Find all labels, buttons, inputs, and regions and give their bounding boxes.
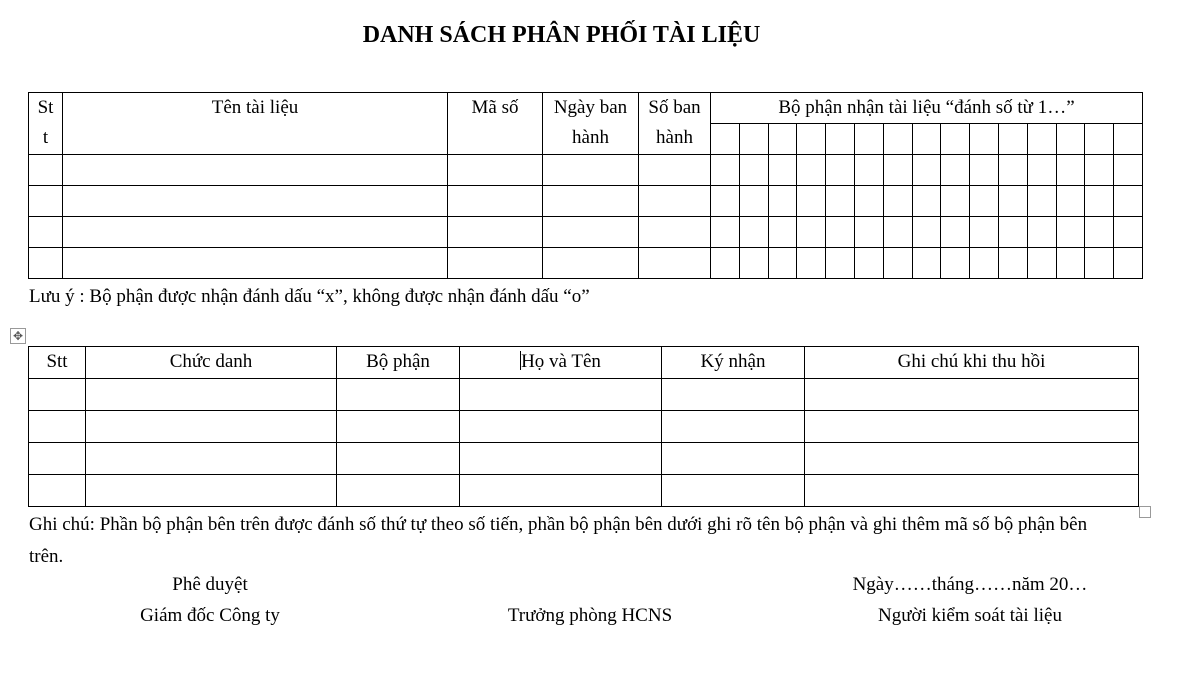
table-cell[interactable] [1027, 186, 1056, 217]
department-number-cell[interactable] [941, 124, 970, 155]
table-cell[interactable] [29, 443, 86, 475]
table-cell[interactable] [941, 248, 970, 279]
col-header-stt: Stt [29, 347, 86, 379]
department-number-cell[interactable] [1056, 124, 1085, 155]
note-text: Lưu ý : Bộ phận được nhận đánh dấu “x”, không được nhận đánh dấu “o” [29, 286, 590, 307]
table-cell[interactable] [805, 379, 1139, 411]
table-cell[interactable] [805, 475, 1139, 507]
table-cell[interactable] [998, 155, 1027, 186]
department-number-cell[interactable] [912, 124, 941, 155]
hr-head-title: Trưởng phòng HCNS [507, 605, 673, 626]
col-header-issue-number: Số ban hành [639, 93, 711, 155]
table-cell[interactable] [1085, 217, 1114, 248]
table-cell[interactable] [29, 248, 63, 279]
table-cell[interactable] [826, 155, 855, 186]
table-cell[interactable] [797, 248, 826, 279]
table-cell[interactable] [797, 217, 826, 248]
department-number-cell[interactable] [711, 124, 740, 155]
table-cell[interactable] [883, 155, 912, 186]
col-header-position: Chức danh [86, 347, 337, 379]
table-cell[interactable] [337, 379, 460, 411]
table-cell[interactable] [883, 217, 912, 248]
distribution-table [28, 92, 1143, 279]
table-cell[interactable] [970, 186, 999, 217]
table-cell[interactable] [1056, 155, 1085, 186]
table-cell[interactable] [1056, 248, 1085, 279]
table-cell[interactable] [1085, 155, 1114, 186]
table-cell[interactable] [998, 217, 1027, 248]
table-cell[interactable] [1085, 186, 1114, 217]
table-row [29, 248, 1143, 279]
table-cell[interactable] [711, 217, 740, 248]
table-cell[interactable] [912, 248, 941, 279]
table-cell[interactable] [29, 475, 86, 507]
table-cell[interactable] [543, 248, 639, 279]
table-cell[interactable] [970, 248, 999, 279]
table-cell[interactable] [63, 217, 448, 248]
table-cell[interactable] [739, 217, 768, 248]
col-header-department: Bộ phận [337, 347, 460, 379]
table-cell[interactable] [29, 379, 86, 411]
table-cell[interactable] [711, 186, 740, 217]
table-resize-handle[interactable] [1139, 506, 1151, 518]
date-line: Ngày……tháng……năm 20… [852, 574, 1088, 595]
table-cell[interactable] [1085, 248, 1114, 279]
table-cell[interactable] [883, 248, 912, 279]
table-cell[interactable] [711, 155, 740, 186]
table-cell[interactable] [29, 186, 63, 217]
table-cell[interactable] [543, 186, 639, 217]
table-cell[interactable] [63, 248, 448, 279]
table-cell[interactable] [912, 217, 941, 248]
director-title: Giám đốc Công ty [140, 605, 280, 626]
table-cell[interactable] [1114, 155, 1143, 186]
table-cell[interactable] [662, 475, 805, 507]
table-cell[interactable] [543, 155, 639, 186]
department-number-cell[interactable] [739, 124, 768, 155]
department-number-cell[interactable] [1027, 124, 1056, 155]
signature-block-hr [470, 569, 710, 631]
table-cell[interactable] [639, 248, 711, 279]
col-header-full-name[interactable] [460, 347, 662, 379]
table-cell[interactable] [29, 217, 63, 248]
table-row [29, 379, 1139, 411]
table-cell[interactable] [460, 475, 662, 507]
table-row [29, 155, 1143, 186]
table-cell[interactable] [854, 217, 883, 248]
col-header-departments: Bộ phận nhận tài liệu “đánh số từ 1…” [711, 93, 1143, 124]
table-cell[interactable] [543, 217, 639, 248]
col-header-signature: Ký nhận [662, 347, 805, 379]
table-cell[interactable] [337, 475, 460, 507]
table-cell[interactable] [1114, 248, 1143, 279]
table-cell[interactable] [739, 248, 768, 279]
table-cell[interactable] [29, 155, 63, 186]
table-cell[interactable] [662, 443, 805, 475]
table-cell[interactable] [448, 155, 543, 186]
table-cell[interactable] [63, 155, 448, 186]
table-cell[interactable] [797, 186, 826, 217]
table-cell[interactable] [826, 186, 855, 217]
table-move-handle-icon[interactable]: ✥ [10, 328, 26, 344]
table-cell[interactable] [768, 217, 797, 248]
department-number-cell[interactable] [797, 124, 826, 155]
table-cell[interactable] [63, 186, 448, 217]
table-cell[interactable] [970, 217, 999, 248]
table-cell[interactable] [1114, 186, 1143, 217]
col-header-recall-note: Ghi chú khi thu hồi [805, 347, 1139, 379]
table-cell[interactable] [460, 411, 662, 443]
table-cell[interactable] [662, 379, 805, 411]
table-row [29, 443, 1139, 475]
table-cell[interactable] [337, 411, 460, 443]
department-number-cell[interactable] [826, 124, 855, 155]
col-header-stt: St t [29, 93, 63, 155]
table-cell[interactable] [460, 379, 662, 411]
table-cell[interactable] [337, 443, 460, 475]
table-cell[interactable] [805, 411, 1139, 443]
table-cell[interactable] [86, 475, 337, 507]
table-cell[interactable] [854, 186, 883, 217]
table-cell[interactable] [998, 186, 1027, 217]
table-cell[interactable] [883, 186, 912, 217]
table-cell[interactable] [448, 186, 543, 217]
table-cell[interactable] [639, 217, 711, 248]
department-number-cell[interactable] [854, 124, 883, 155]
department-number-cell[interactable] [768, 124, 797, 155]
table-cell[interactable] [448, 217, 543, 248]
table-cell[interactable] [739, 186, 768, 217]
table-cell[interactable] [768, 155, 797, 186]
table-cell[interactable] [941, 217, 970, 248]
table-cell[interactable] [797, 155, 826, 186]
table-row [29, 475, 1139, 507]
table-cell[interactable] [86, 443, 337, 475]
table-cell[interactable] [768, 186, 797, 217]
department-number-cell[interactable] [883, 124, 912, 155]
table-cell[interactable] [662, 411, 805, 443]
signature-block-director [110, 569, 310, 631]
table-row [29, 217, 1143, 248]
table-cell[interactable] [1056, 217, 1085, 248]
table-cell[interactable] [1056, 186, 1085, 217]
table-cell[interactable] [854, 155, 883, 186]
table-row [29, 186, 1143, 217]
table-cell[interactable] [711, 248, 740, 279]
recipient-table [28, 346, 1139, 507]
table-cell[interactable] [86, 379, 337, 411]
table-cell[interactable] [805, 443, 1139, 475]
table-row [29, 411, 1139, 443]
remark-text: Ghi chú: Phần bộ phận bên trên được đánh số thứ tự theo số tiến, phần bộ phận bên dưới ghi rõ tên bộ phận và ghi thêm mã số bộ phận bên trên. [29, 514, 1088, 567]
table-cell[interactable] [941, 186, 970, 217]
department-number-cell[interactable] [1114, 124, 1143, 155]
table-cell[interactable] [29, 411, 86, 443]
department-number-cell[interactable] [998, 124, 1027, 155]
table-cell[interactable] [941, 155, 970, 186]
full-name-label: Họ và Tên [521, 351, 601, 372]
table-cell[interactable] [86, 411, 337, 443]
controller-title: Người kiểm soát tài liệu [878, 605, 1062, 626]
table-cell[interactable] [1027, 248, 1056, 279]
table-cell[interactable] [768, 248, 797, 279]
col-header-document-name: Tên tài liệu [63, 93, 448, 155]
table-cell[interactable] [639, 155, 711, 186]
col-header-issue-date: Ngày ban hành [543, 93, 639, 155]
department-number-cell[interactable] [1085, 124, 1114, 155]
table-cell[interactable] [1027, 217, 1056, 248]
table-cell[interactable] [460, 443, 662, 475]
table-cell[interactable] [826, 248, 855, 279]
table-cell[interactable] [739, 155, 768, 186]
approve-label: Phê duyệt [172, 574, 248, 595]
table-cell[interactable] [826, 217, 855, 248]
page-title: DANH SÁCH PHÂN PHỐI TÀI LIỆU [362, 22, 761, 48]
table-cell[interactable] [1114, 217, 1143, 248]
table-cell[interactable] [998, 248, 1027, 279]
table-cell[interactable] [912, 155, 941, 186]
table-cell[interactable] [912, 186, 941, 217]
table-cell[interactable] [854, 248, 883, 279]
table-cell[interactable] [448, 248, 543, 279]
signature-block-controller [820, 569, 1120, 631]
table-cell[interactable] [639, 186, 711, 217]
table-cell[interactable] [970, 155, 999, 186]
table-cell[interactable] [1027, 155, 1056, 186]
col-header-code: Mã số [448, 93, 543, 155]
department-number-cell[interactable] [970, 124, 999, 155]
